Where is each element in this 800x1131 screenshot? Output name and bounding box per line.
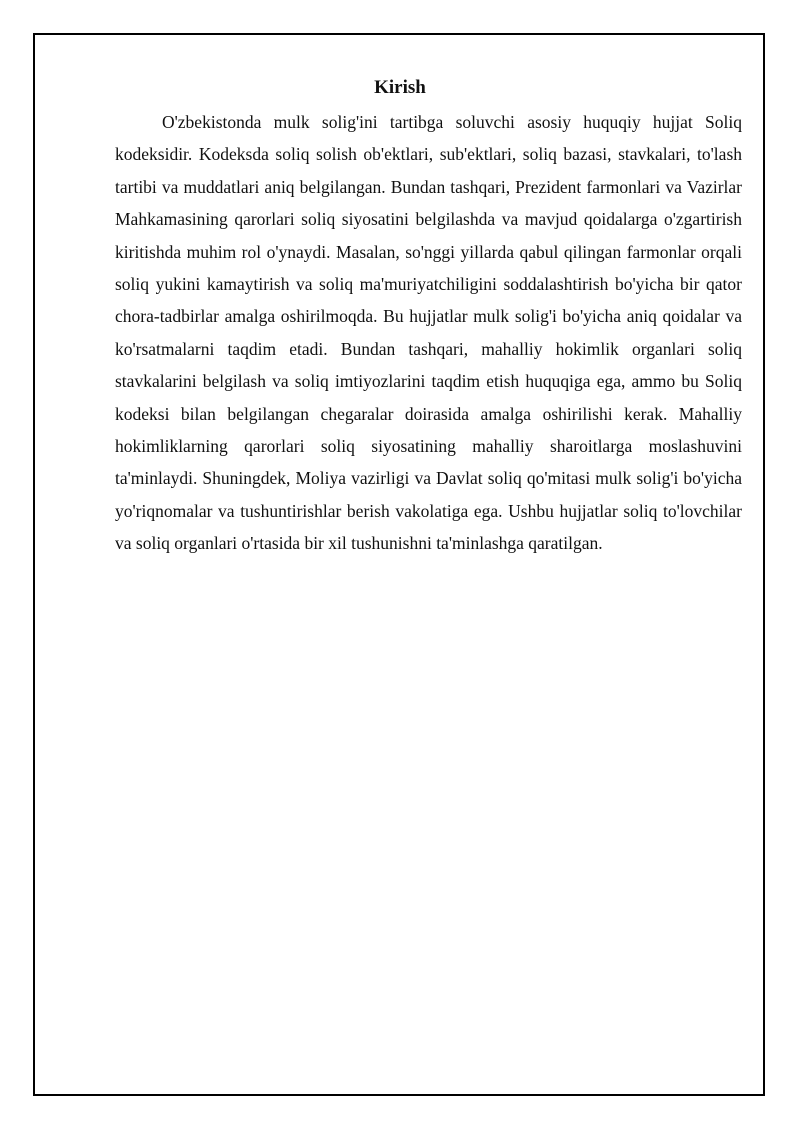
body-paragraph: O'zbekistonda mulk solig'ini tartibga soluvchi asosiy huquqiy hujjat Soliq kodeksidir. Kodeksda soliq solish ob'ektlari, sub'ektlari, soliq bazasi, stavkalari, to'lash tartibi va muddatlari aniq belgilangan. Bundan tashqari, Prezident farmonlari va Vazirlar Mahkamasining qarorlari soliq siyosatini belgilashda va mavjud qoidalarga o'zgartirish kiritishda muhim rol o'ynaydi. Masalan, so'nggi yillarda qabul qilingan farmonlar orqali soliq yukini kamaytirish va soliq ma'muriyatchiligini soddalashtirish bo'yicha bir qator chora-tadbirlar amalga oshirilmoqda. Bu hujjatlar mulk solig'i bo'yicha aniq qoidalar va ko'rsatmalarni taqdim etadi. Bundan tashqari, mahalliy hokimlik organlari soliq stavkalarini belgilash va soliq imtiyozlarini taqdim etish huquqiga ega, ammo bu Soliq kodeksi bilan belgilangan chegaralar doirasida amalga oshirilishi kerak. Mahalliy hokimliklarning qarorlari soliq siyosatining mahalliy sharoitlarga moslashuvini ta'minlaydi. Shuningdek, Moliya vazirligi va Davlat soliq qo'mitasi mulk solig'i bo'yicha yo'riqnomalar va tushuntirishlar berish vakolatiga ega. Ushbu hujjatlar soliq to'lovchilar va soliq organlari o'rtasida bir xil tushunishni ta'minlashga qaratilgan. bbox=[115, 112, 742, 554]
page-title: Kirish bbox=[374, 77, 426, 98]
